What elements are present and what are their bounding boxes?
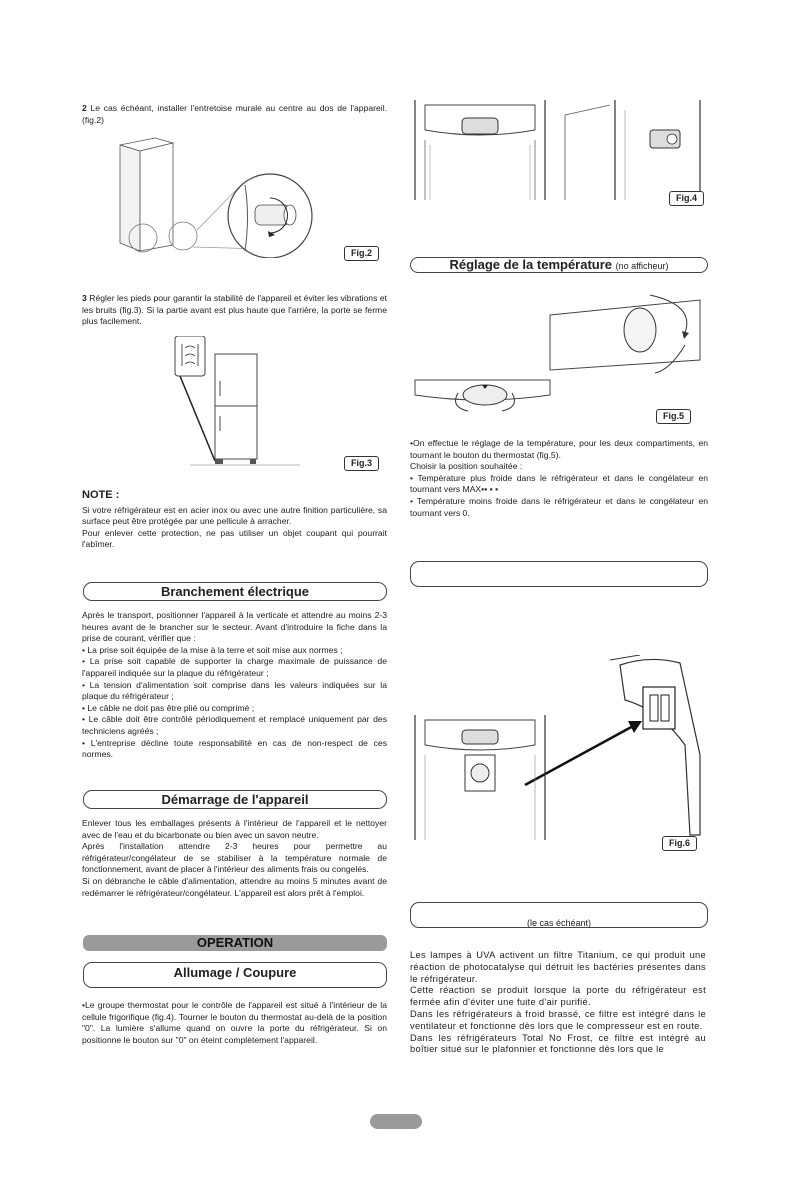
section-blank-title bbox=[410, 561, 708, 587]
section-uva bbox=[410, 902, 708, 928]
section-allumage bbox=[83, 962, 387, 988]
step3-text: Régler les pieds pour garantir la stabilité de l'appareil et éviter les vibrations et les bruits (fig.3). Si la partie avant est plus haute que l'arrière, la porte se ferme plus facilement. bbox=[82, 293, 387, 327]
allumage-body bbox=[82, 1000, 387, 1046]
note-block bbox=[82, 490, 387, 551]
reglage-p3: • Température plus froide dans le réfrigérateur et dans le congélateur en tournant vers MAX▪▪ ▪ ▪ bbox=[410, 472, 708, 495]
demarrage-p1: Enlever tous les emballages présents à l'intérieur de l'appareil et le nettoyer avec de l'eau et du bicarbonate ou bien avec un savon neutre. bbox=[82, 818, 387, 840]
operation-bar: OPERATION bbox=[83, 935, 387, 951]
uva-p2: Cette réaction se produit lorsque la porte du réfrigérateur est fermée afin d'éviter une fuite d'air purifié. bbox=[410, 985, 706, 1008]
branchement-body bbox=[82, 610, 387, 761]
reglage-p1: •On effectue le réglage de la température, pour les deux compartiments, en tournant le bouton du thermostat (fig.5). bbox=[410, 438, 708, 460]
reglage-p2: Choisir la position souhaitée : bbox=[410, 461, 523, 472]
demarrage-p2: Après l'installation attendre 2-3 heures pour permettre au réfrigérateur/congélateur de se stabiliser à la température normale de fonctionnement, avant de placer à l'intérieur des aliments frais ou congelés. bbox=[82, 841, 387, 875]
branchement-item: • La tension d'alimentation soit comprise dans les valeurs indiquées sur la plaque du réfrigérateur ; bbox=[82, 679, 387, 702]
fig5-label: Fig.5 bbox=[656, 409, 691, 424]
section-branchement bbox=[83, 582, 387, 601]
demarrage-p3: Si on débranche le câble d'alimentation, attendre au moins 5 minutes avant de redémarrer le réfrigérateur/congélateur. L'appareil est alors prêt à l'emploi. bbox=[82, 875, 387, 898]
uva-p1: Les lampes à UVA activent un filtre Titanium, ce qui produit une réaction de photocatalyse qui détruit les bactéries présentes dans le réfrigérateur. bbox=[410, 950, 706, 984]
fig3-label: Fig.3 bbox=[344, 456, 379, 471]
fig2-label: Fig.2 bbox=[344, 246, 379, 261]
reglage-subtitle: (no afficheur) bbox=[615, 261, 669, 271]
reglage-title: Réglage de la température bbox=[449, 257, 613, 272]
allumage-text: •Le groupe thermostat pour le contrôle de l'appareil est situé à l'intérieur de la cellule frigorifique (fig.4). Tourner le bouton du thermostat au-delà de la position "0". La lumière s'allume quand on ouvre la porte du réfrigérateur. Si on positionne le bouton sur "0" on éteint complètement l'appareil. bbox=[82, 1000, 387, 1045]
fig3-illustration bbox=[160, 336, 310, 476]
fig6-label: Fig.6 bbox=[662, 836, 697, 851]
branchement-item: • L'entreprise décline toute responsabilité en cas de non-respect de ces normes. bbox=[82, 737, 387, 760]
demarrage-body bbox=[82, 818, 387, 899]
note-text-2: Pour enlever cette protection, ne pas utiliser un objet coupant qui pourrait l'abîmer. bbox=[82, 527, 387, 550]
uva-subtitle: (le cas échéant) bbox=[526, 918, 592, 928]
demarrage-title: Démarrage de l'appareil bbox=[161, 792, 309, 807]
branchement-item: • La prise soit capable de supporter la charge maximale de puissance de l'appareil indiquée sur la plaque du réfrigérateur ; bbox=[82, 656, 387, 678]
reglage-body bbox=[410, 438, 708, 519]
note-title: NOTE : bbox=[82, 489, 120, 501]
page-number-tab bbox=[370, 1114, 422, 1129]
uva-p4: Dans les réfrigérateurs Total No Frost, ce filtre est intégré au boîtier situé sur le plafonnier et fonctionne dès lors que le bbox=[410, 1032, 706, 1055]
fig5-illustration bbox=[410, 285, 710, 420]
uva-p3: Dans les réfrigérateurs à froid brassé, ce filtre est intégré dans le ventilateur et fonctionne dès lors que le compresseur est en route. bbox=[410, 1008, 706, 1031]
allumage-title: Allumage / Coupure bbox=[173, 965, 297, 980]
reglage-p4: • Température moins froide dans le réfrigérateur et dans le congélateur en tournant vers 0. bbox=[410, 495, 708, 518]
step2-text: Le cas échéant, installer l'entretoise murale au centre au dos de l'appareil. (fig.2) bbox=[82, 103, 387, 125]
fig4-illustration bbox=[410, 100, 710, 205]
step2-number: 2 bbox=[82, 103, 87, 113]
fig4-label: Fig.4 bbox=[669, 191, 704, 206]
step3-number: 3 bbox=[82, 293, 87, 303]
branchement-item: • Le câble ne doit pas être plié ou comprimé ; bbox=[82, 702, 255, 713]
section-demarrage bbox=[83, 790, 387, 809]
uva-body bbox=[410, 950, 706, 1056]
branchement-item: • Le câble doit être contrôlé périodiquement et remplacé uniquement par des techniciens agréés ; bbox=[82, 714, 387, 736]
step2-paragraph bbox=[82, 103, 387, 126]
fig2-illustration bbox=[105, 133, 320, 258]
section-reglage bbox=[410, 257, 708, 273]
branchement-item: • La prise soit équipée de la mise à la terre et soit mise aux normes ; bbox=[82, 644, 343, 655]
note-text-1: Si votre réfrigérateur est en acier inox ou avec une autre finition particulière, sa surface peut être protégée par une pellicule à arracher. bbox=[82, 504, 387, 527]
branchement-title: Branchement électrique bbox=[160, 584, 310, 599]
fig6-illustration bbox=[410, 655, 710, 845]
branchement-intro: Après le transport, positionner l'appareil à la verticale et attendre au moins 2-3 heures avant de le brancher sur le secteur. Avant d'introduire la fiche dans la prise de courant, vérifier que : bbox=[82, 610, 387, 644]
step3-paragraph bbox=[82, 293, 387, 328]
